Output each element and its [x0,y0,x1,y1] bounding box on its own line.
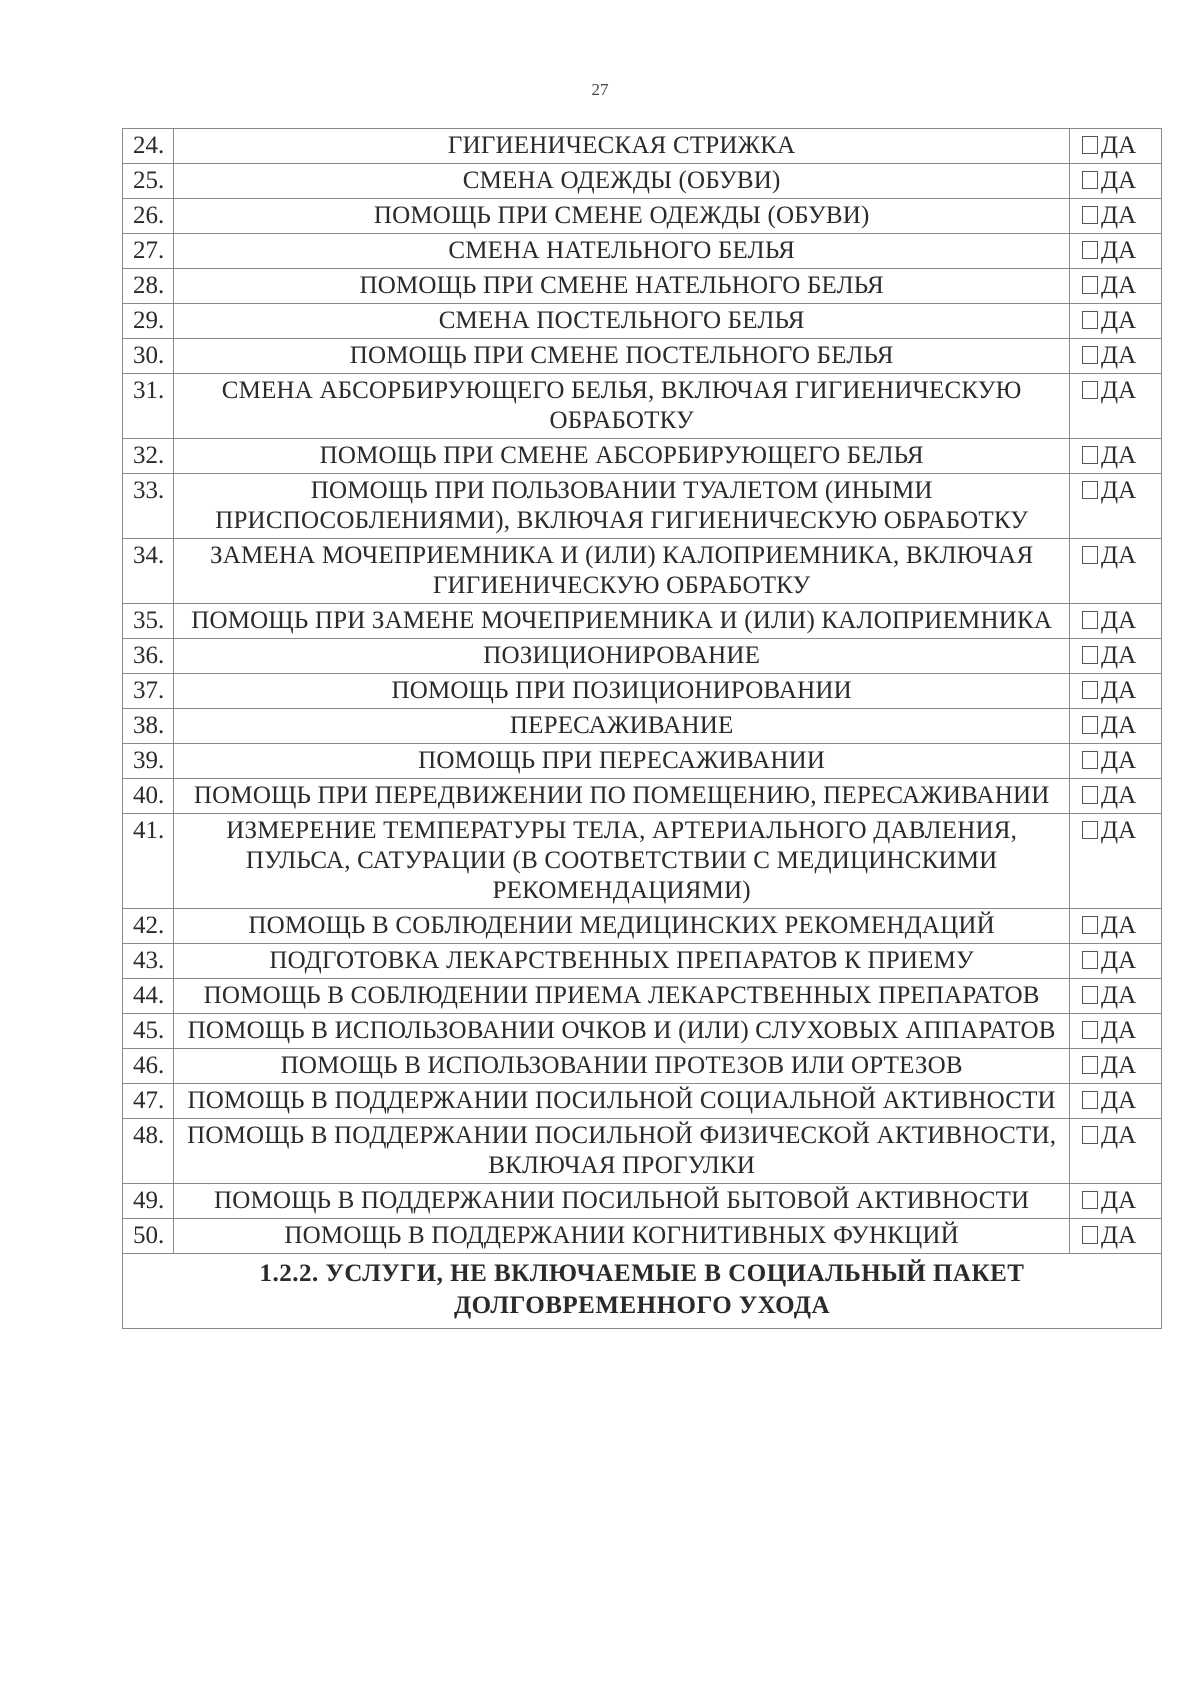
service-name: ПОМОЩЬ В ПОДДЕРЖАНИИ ПОСИЛЬНОЙ ФИЗИЧЕСКОЙ АКТИВНОСТИ, ВКЛЮЧАЯ ПРОГУЛКИ [174,1119,1070,1184]
checkbox-cell[interactable] [1070,1184,1162,1219]
row-number: 24. [123,129,174,164]
table-row [123,744,1162,779]
table-row [123,1014,1162,1049]
table-row [123,129,1162,164]
checkbox-cell[interactable] [1070,779,1162,814]
row-number: 28. [123,269,174,304]
table-row [123,604,1162,639]
table-row [123,269,1162,304]
row-number: 38. [123,709,174,744]
checkbox-cell[interactable] [1070,439,1162,474]
service-name: ПОМОЩЬ В ПОДДЕРЖАНИИ ПОСИЛЬНОЙ СОЦИАЛЬНОЙ АКТИВНОСТИ [174,1084,1070,1119]
row-number: 31. [123,374,174,439]
checkbox-cell[interactable] [1070,304,1162,339]
checkbox-label: ДА [1101,307,1137,334]
checkbox-cell[interactable] [1070,604,1162,639]
section-heading: 1.2.2. УСЛУГИ, НЕ ВКЛЮЧАЕМЫЕ В СОЦИАЛЬНЫЙ ПАКЕТ ДОЛГОВРЕМЕННОГО УХОДА [123,1254,1162,1329]
checkbox-icon[interactable] [1082,346,1098,364]
checkbox-label: ДА [1101,982,1137,1009]
service-name: ПОМОЩЬ В ПОДДЕРЖАНИИ КОГНИТИВНЫХ ФУНКЦИЙ [174,1219,1070,1254]
row-number: 44. [123,979,174,1014]
service-name: ПОМОЩЬ В ИСПОЛЬЗОВАНИИ ПРОТЕЗОВ ИЛИ ОРТЕЗОВ [174,1049,1070,1084]
checkbox-label: ДА [1101,1122,1137,1149]
checkbox-icon[interactable] [1082,646,1098,664]
checkbox-label: ДА [1101,542,1137,569]
checkbox-icon[interactable] [1082,1021,1098,1039]
service-name: ЗАМЕНА МОЧЕПРИЕМНИКА И (ИЛИ) КАЛОПРИЕМНИКА, ВКЛЮЧАЯ ГИГИЕНИЧЕСКУЮ ОБРАБОТКУ [174,539,1070,604]
checkbox-label: ДА [1101,477,1137,504]
table-row [123,539,1162,604]
row-number: 40. [123,779,174,814]
service-name: ПОМОЩЬ В СОБЛЮДЕНИИ МЕДИЦИНСКИХ РЕКОМЕНДАЦИЙ [174,909,1070,944]
checkbox-label: ДА [1101,272,1137,299]
table-row [123,164,1162,199]
checkbox-cell[interactable] [1070,199,1162,234]
checkbox-label: ДА [1101,167,1137,194]
service-name: ПОМОЩЬ ПРИ ПОЗИЦИОНИРОВАНИИ [174,674,1070,709]
table-row [123,1184,1162,1219]
service-name: ПОДГОТОВКА ЛЕКАРСТВЕННЫХ ПРЕПАРАТОВ К ПРИЕМУ [174,944,1070,979]
services-table-body [123,129,1162,1254]
checkbox-label: ДА [1101,1222,1137,1249]
checkbox-icon[interactable] [1082,206,1098,224]
checkbox-cell[interactable] [1070,1049,1162,1084]
checkbox-icon[interactable] [1082,446,1098,464]
row-number: 32. [123,439,174,474]
checkbox-icon[interactable] [1082,786,1098,804]
checkbox-label: ДА [1101,1087,1137,1114]
checkbox-cell[interactable] [1070,129,1162,164]
checkbox-icon[interactable] [1082,136,1098,154]
checkbox-label: ДА [1101,642,1137,669]
checkbox-cell[interactable] [1070,674,1162,709]
checkbox-icon[interactable] [1082,681,1098,699]
table-row [123,944,1162,979]
checkbox-icon[interactable] [1082,241,1098,259]
checkbox-label: ДА [1101,677,1137,704]
checkbox-cell[interactable] [1070,814,1162,909]
service-name: ПОМОЩЬ ПРИ СМЕНЕ ОДЕЖДЫ (ОБУВИ) [174,199,1070,234]
row-number: 45. [123,1014,174,1049]
table-row [123,1084,1162,1119]
checkbox-cell[interactable] [1070,539,1162,604]
service-name: СМЕНА ОДЕЖДЫ (ОБУВИ) [174,164,1070,199]
checkbox-icon[interactable] [1082,1191,1098,1209]
checkbox-label: ДА [1101,132,1137,159]
checkbox-cell[interactable] [1070,234,1162,269]
service-name: ПОМОЩЬ ПРИ ПЕРЕСАЖИВАНИИ [174,744,1070,779]
checkbox-icon[interactable] [1082,1226,1098,1244]
service-name: ПЕРЕСАЖИВАНИЕ [174,709,1070,744]
checkbox-icon[interactable] [1082,1091,1098,1109]
service-name: ПОМОЩЬ В СОБЛЮДЕНИИ ПРИЕМА ЛЕКАРСТВЕННЫХ ПРЕПАРАТОВ [174,979,1070,1014]
checkbox-cell[interactable] [1070,639,1162,674]
service-name: ПОМОЩЬ ПРИ СМЕНЕ ПОСТЕЛЬНОГО БЕЛЬЯ [174,339,1070,374]
checkbox-cell[interactable] [1070,1014,1162,1049]
table-row [123,709,1162,744]
table-row [123,1119,1162,1184]
row-number: 46. [123,1049,174,1084]
row-number: 50. [123,1219,174,1254]
checkbox-cell[interactable] [1070,709,1162,744]
table-row [123,474,1162,539]
table-row [123,814,1162,909]
checkbox-cell[interactable] [1070,744,1162,779]
row-number: 26. [123,199,174,234]
service-name: ГИГИЕНИЧЕСКАЯ СТРИЖКА [174,129,1070,164]
checkbox-label: ДА [1101,1052,1137,1079]
checkbox-cell[interactable] [1070,1084,1162,1119]
service-name: ПОМОЩЬ В ПОДДЕРЖАНИИ ПОСИЛЬНОЙ БЫТОВОЙ АКТИВНОСТИ [174,1184,1070,1219]
row-number: 29. [123,304,174,339]
checkbox-icon[interactable] [1082,751,1098,769]
checkbox-label: ДА [1101,712,1137,739]
checkbox-label: ДА [1101,947,1137,974]
checkbox-icon[interactable] [1082,951,1098,969]
checkbox-icon[interactable] [1082,986,1098,1004]
checkbox-cell[interactable] [1070,979,1162,1014]
checkbox-icon[interactable] [1082,716,1098,734]
checkbox-cell[interactable] [1070,374,1162,439]
service-name: ПОЗИЦИОНИРОВАНИЕ [174,639,1070,674]
table-row [123,199,1162,234]
checkbox-label: ДА [1101,912,1137,939]
page-number: 27 [591,80,609,99]
checkbox-icon[interactable] [1082,546,1098,564]
checkbox-label: ДА [1101,1017,1137,1044]
checkbox-icon[interactable] [1082,916,1098,934]
table-row [123,339,1162,374]
checkbox-label: ДА [1101,377,1137,404]
checkbox-icon[interactable] [1082,611,1098,629]
checkbox-cell[interactable] [1070,269,1162,304]
section-heading-row [123,1254,1162,1329]
checkbox-label: ДА [1101,817,1137,844]
row-number: 36. [123,639,174,674]
row-number: 41. [123,814,174,909]
table-row [123,439,1162,474]
checkbox-icon[interactable] [1082,276,1098,294]
checkbox-icon[interactable] [1082,171,1098,189]
row-number: 43. [123,944,174,979]
table-row [123,779,1162,814]
table-row [123,639,1162,674]
service-name: ПОМОЩЬ ПРИ ПЕРЕДВИЖЕНИИ ПО ПОМЕЩЕНИЮ, ПЕРЕСАЖИВАНИИ [174,779,1070,814]
table-row [123,374,1162,439]
checkbox-icon[interactable] [1082,311,1098,329]
checkbox-label: ДА [1101,782,1137,809]
service-name: СМЕНА НАТЕЛЬНОГО БЕЛЬЯ [174,234,1070,269]
checkbox-cell[interactable] [1070,1219,1162,1254]
service-name: ПОМОЩЬ ПРИ ПОЛЬЗОВАНИИ ТУАЛЕТОМ (ИНЫМИ ПРИСПОСОБЛЕНИЯМИ), ВКЛЮЧАЯ ГИГИЕНИЧЕСКУЮ ОБРАБОТКУ [174,474,1070,539]
checkbox-cell[interactable] [1070,339,1162,374]
services-table [122,128,1162,1329]
checkbox-label: ДА [1101,202,1137,229]
row-number: 48. [123,1119,174,1184]
table-row [123,979,1162,1014]
row-number: 33. [123,474,174,539]
table-row [123,234,1162,269]
row-number: 47. [123,1084,174,1119]
table-row [123,909,1162,944]
service-name: ПОМОЩЬ ПРИ СМЕНЕ АБСОРБИРУЮЩЕГО БЕЛЬЯ [174,439,1070,474]
row-number: 35. [123,604,174,639]
service-name: СМЕНА АБСОРБИРУЮЩЕГО БЕЛЬЯ, ВКЛЮЧАЯ ГИГИЕНИЧЕСКУЮ ОБРАБОТКУ [174,374,1070,439]
checkbox-label: ДА [1101,607,1137,634]
checkbox-cell[interactable] [1070,164,1162,199]
table-row [123,1219,1162,1254]
service-name: ПОМОЩЬ ПРИ СМЕНЕ НАТЕЛЬНОГО БЕЛЬЯ [174,269,1070,304]
row-number: 25. [123,164,174,199]
checkbox-icon[interactable] [1082,1126,1098,1144]
checkbox-icon[interactable] [1082,381,1098,399]
checkbox-cell[interactable] [1070,474,1162,539]
row-number: 30. [123,339,174,374]
table-row [123,674,1162,709]
checkbox-label: ДА [1101,747,1137,774]
table-row [123,304,1162,339]
row-number: 34. [123,539,174,604]
row-number: 39. [123,744,174,779]
table-row [123,1049,1162,1084]
checkbox-cell[interactable] [1070,944,1162,979]
checkbox-icon[interactable] [1082,481,1098,499]
row-number: 49. [123,1184,174,1219]
checkbox-label: ДА [1101,342,1137,369]
checkbox-cell[interactable] [1070,909,1162,944]
service-name: СМЕНА ПОСТЕЛЬНОГО БЕЛЬЯ [174,304,1070,339]
checkbox-icon[interactable] [1082,1056,1098,1074]
checkbox-label: ДА [1101,1187,1137,1214]
checkbox-cell[interactable] [1070,1119,1162,1184]
checkbox-label: ДА [1101,442,1137,469]
service-name: ИЗМЕРЕНИЕ ТЕМПЕРАТУРЫ ТЕЛА, АРТЕРИАЛЬНОГО ДАВЛЕНИЯ, ПУЛЬСА, САТУРАЦИИ (В СООТВЕТСТВИИ С МЕДИЦИНСКИМИ РЕКОМЕНДАЦИЯМИ) [174,814,1070,909]
service-name: ПОМОЩЬ В ИСПОЛЬЗОВАНИИ ОЧКОВ И (ИЛИ) СЛУХОВЫХ АППАРАТОВ [174,1014,1070,1049]
checkbox-label: ДА [1101,237,1137,264]
row-number: 37. [123,674,174,709]
row-number: 27. [123,234,174,269]
service-name: ПОМОЩЬ ПРИ ЗАМЕНЕ МОЧЕПРИЕМНИКА И (ИЛИ) КАЛОПРИЕМНИКА [174,604,1070,639]
checkbox-icon[interactable] [1082,821,1098,839]
row-number: 42. [123,909,174,944]
